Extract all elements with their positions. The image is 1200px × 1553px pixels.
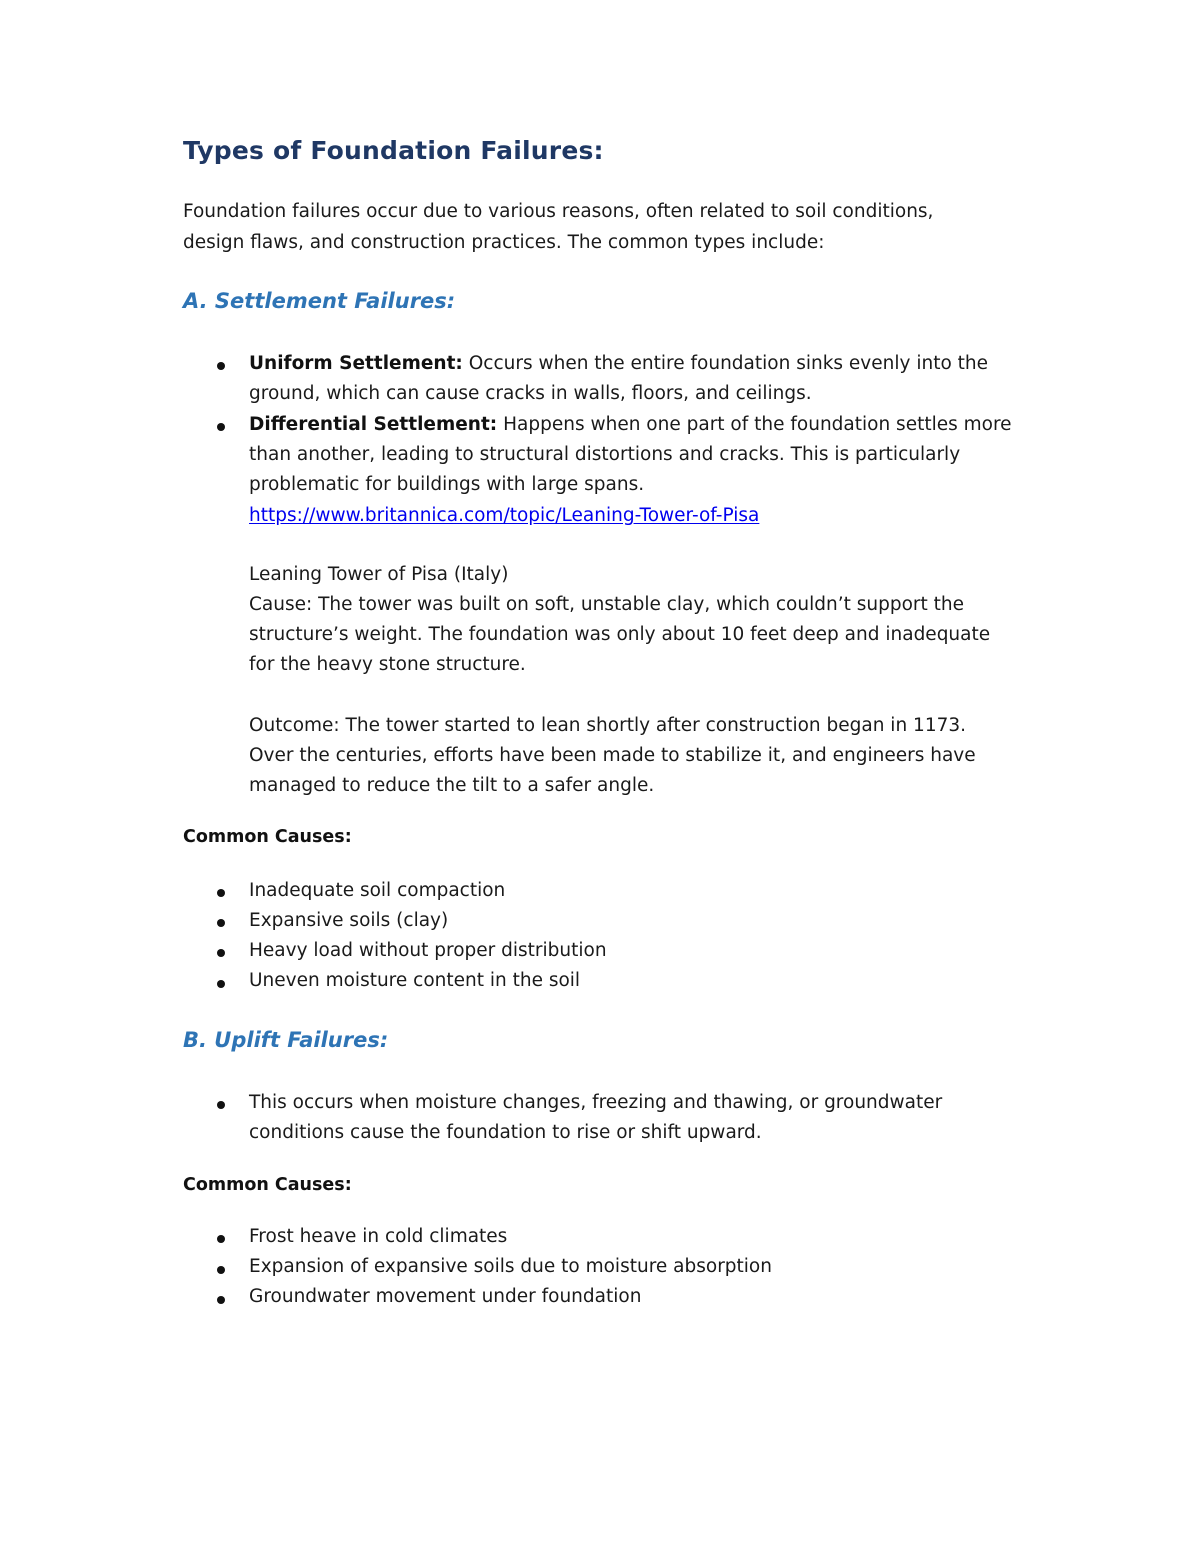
example-outcome-line-2: Over the centuries, efforts have been made to stabilize it, and engineers have bbox=[249, 745, 976, 766]
reference-link-line bbox=[249, 501, 759, 532]
britannica-link[interactable]: https://www.britannica.com/topic/Leaning-Tower-of-Pisa bbox=[249, 505, 760, 526]
bullet-icon bbox=[217, 423, 225, 431]
example-outcome-line-1: Outcome: The tower started to lean shortly after construction began in 1173. bbox=[249, 715, 967, 736]
list-item-continuation: conditions cause the foundation to rise or shift upward. bbox=[249, 1122, 762, 1143]
section-b-heading: B. Uplift Failures: bbox=[183, 1028, 389, 1052]
bullet-icon bbox=[217, 949, 225, 957]
bullet-icon bbox=[217, 1266, 225, 1274]
list-item-continuation: problematic for buildings with large spans. bbox=[249, 474, 645, 495]
list-item-uplift: This occurs when moisture changes, freezing and thawing, or groundwater bbox=[249, 1092, 943, 1113]
example-cause-line-1: Cause: The tower was built on soft, unstable clay, which couldn’t support the bbox=[249, 594, 964, 615]
bullet-icon bbox=[217, 889, 225, 897]
example-title: Leaning Tower of Pisa (Italy) bbox=[249, 564, 509, 585]
list-item-continuation: than another, leading to structural distortions and cracks. This is particularly bbox=[249, 444, 961, 465]
bullet-icon bbox=[217, 1296, 225, 1304]
page-title: Types of Foundation Failures: bbox=[183, 136, 604, 165]
bullet-icon bbox=[217, 1101, 225, 1109]
list-item: Groundwater movement under foundation bbox=[249, 1286, 642, 1307]
item-text: Occurs when the entire foundation sinks evenly into the bbox=[462, 353, 989, 374]
item-text: Happens when one part of the foundation settles more bbox=[497, 414, 1012, 435]
bullet-icon bbox=[217, 980, 225, 988]
bullet-icon bbox=[217, 362, 225, 370]
example-outcome-line-3: managed to reduce the tilt to a safer angle. bbox=[249, 775, 655, 796]
intro-line-1: Foundation failures occur due to various reasons, often related to soil conditions, bbox=[183, 201, 934, 222]
intro-line-2: design flaws, and construction practices. The common types include: bbox=[183, 232, 825, 253]
section-a-heading: A. Settlement Failures: bbox=[183, 289, 456, 313]
section-b-causes-heading: Common Causes: bbox=[183, 1175, 352, 1195]
list-item: Heavy load without proper distribution bbox=[249, 940, 607, 961]
list-item-uniform-settlement bbox=[249, 349, 988, 380]
term-uniform-settlement: Uniform Settlement: bbox=[249, 353, 463, 374]
example-cause-line-2: structure’s weight. The foundation was only about 10 feet deep and inadequate bbox=[249, 624, 991, 645]
list-item: Expansive soils (clay) bbox=[249, 910, 449, 931]
term-differential-settlement: Differential Settlement: bbox=[249, 414, 498, 435]
list-item-continuation: ground, which can cause cracks in walls, floors, and ceilings. bbox=[249, 383, 812, 404]
example-cause-line-3: for the heavy stone structure. bbox=[249, 654, 526, 675]
list-item: Inadequate soil compaction bbox=[249, 880, 506, 901]
bullet-icon bbox=[217, 1235, 225, 1243]
list-item-differential-settlement bbox=[249, 410, 1012, 441]
list-item: Frost heave in cold climates bbox=[249, 1226, 508, 1247]
section-a-causes-heading: Common Causes: bbox=[183, 827, 352, 847]
bullet-icon bbox=[217, 919, 225, 927]
list-item: Uneven moisture content in the soil bbox=[249, 970, 581, 991]
list-item: Expansion of expansive soils due to moisture absorption bbox=[249, 1256, 772, 1277]
